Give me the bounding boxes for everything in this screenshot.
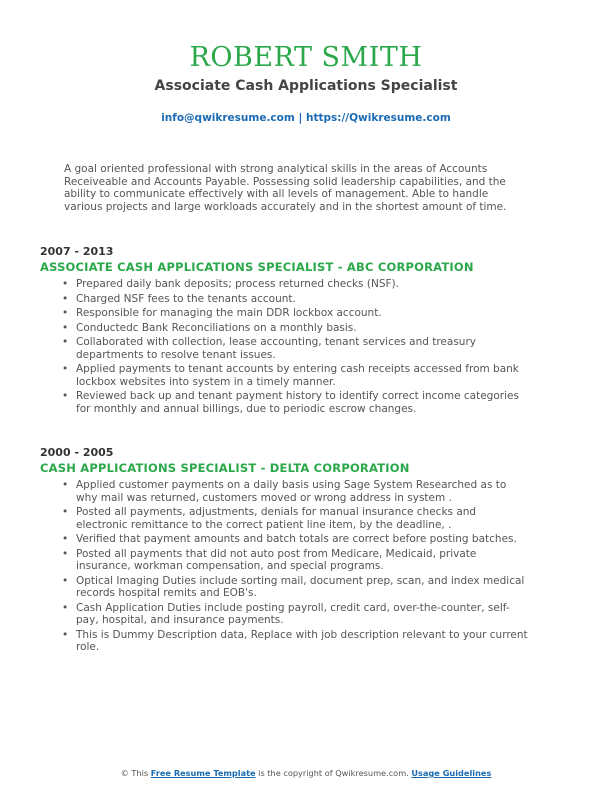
job-bullet: • Applied payments to tenant accounts by entering cash receipts accessed from bank lockbox websites into system in a timely manner.	[76, 363, 530, 388]
job-dates: 2000 - 2005	[40, 446, 114, 459]
free-resume-template-link[interactable]: Free Resume Template	[150, 768, 256, 778]
experience-entry	[40, 446, 530, 656]
contact-separator: |	[294, 112, 306, 124]
experience-entry	[40, 245, 530, 417]
footer-copyright-text: is the copyright of Qwikresume.com.	[255, 768, 412, 778]
candidate-name: ROBERT SMITH	[189, 42, 423, 73]
job-bullet: • Collaborated with collection, lease accounting, tenant services and treasury departments to resolve tenant issues.	[76, 336, 530, 361]
job-bullet: • Cash Application Duties include posting payroll, credit card, over-the-counter, self-pay, hospital, and insurance payments.	[76, 602, 530, 627]
job-bullet: • Verified that payment amounts and batch totals are correct before posting batches.	[76, 533, 530, 546]
job-bullet: • This is Dummy Description data, Replace with job description relevant to your current role.	[76, 629, 530, 654]
job-bullet: • Posted all payments that did not auto post from Medicare, Medicaid, private insurance, workman compensation, and special programs.	[76, 548, 530, 573]
contact-line	[0, 112, 612, 124]
job-bullet: • Prepared daily bank deposits; process returned checks (NSF).	[76, 278, 530, 291]
job-title: ASSOCIATE CASH APPLICATIONS SPECIALIST - ABC CORPORATION	[40, 260, 474, 274]
usage-guidelines-link[interactable]: Usage Guidelines	[411, 768, 492, 778]
website-link[interactable]: https://Qwikresume.com	[305, 112, 451, 124]
job-bullet: • Applied customer payments on a daily basis using Sage System Researched as to why mail was returned, customers moved or wrong address in system .	[76, 479, 530, 504]
professional-summary: A goal oriented professional with strong analytical skills in the areas of Accounts Receiveable and Accounts Payable. Possessing solid leadership capabilities, and the ability to communicate effectively with all levels of management. Able to handle various projects and large workloads accurately and in the shortest amount of time.	[64, 163, 507, 213]
job-title: CASH APPLICATIONS SPECIALIST - DELTA CORPORATION	[40, 461, 410, 475]
job-bullet: • Responsible for managing the main DDR lockbox account.	[76, 307, 530, 320]
job-bullet: • Posted all payments, adjustments, denials for manual insurance checks and electronic remittance to the correct patient line item, by the deadline, .	[76, 506, 530, 531]
job-bullet: • Optical Imaging Duties include sorting mail, document prep, scan, and index medical records hospital remits and EOB's.	[76, 575, 530, 600]
job-bullet-list	[40, 278, 530, 415]
job-bullet: • Reviewed back up and tenant payment history to identify correct income categories for monthly and annual billings, due to periodic escrow changes.	[76, 390, 530, 415]
job-bullet: • Conductedc Bank Reconciliations on a monthly basis.	[76, 322, 530, 335]
job-headline: Associate Cash Applications Specialist	[154, 78, 458, 94]
job-dates: 2007 - 2013	[40, 245, 114, 258]
job-bullet: • Charged NSF fees to the tenants account.	[76, 293, 530, 306]
email-link[interactable]: info@qwikresume.com	[161, 112, 295, 124]
copyright-footer	[0, 768, 612, 778]
job-bullet-list	[40, 479, 530, 654]
footer-prefix: © This	[120, 768, 151, 778]
